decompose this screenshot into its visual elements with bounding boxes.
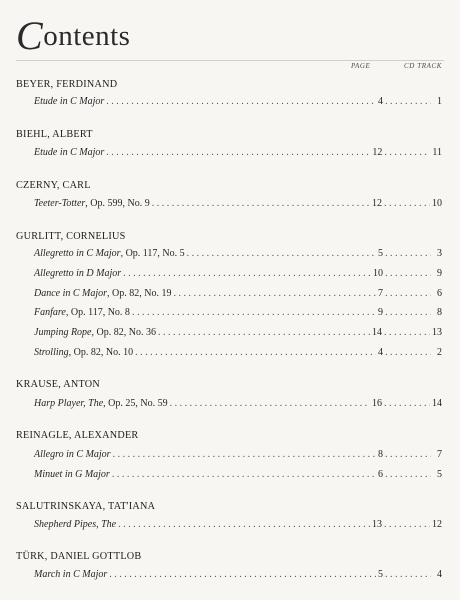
dot-leader bbox=[385, 569, 431, 580]
entry-title: Etude in C Major bbox=[34, 96, 105, 107]
composer-heading: TÜRK, DANIEL GOTTLOB bbox=[16, 551, 142, 562]
dot-leader bbox=[187, 248, 376, 259]
dot-leader bbox=[385, 248, 431, 259]
composer-heading: SALUTRINSKAYA, TAT'IANA bbox=[16, 501, 156, 512]
entry-page: 16 bbox=[372, 398, 382, 409]
entry-title: Allegretto in C Major, Op. 117, No. 5 bbox=[34, 248, 185, 259]
entry-page: 9 bbox=[378, 307, 383, 318]
dot-leader bbox=[385, 347, 431, 358]
toc-entry[interactable] bbox=[34, 449, 442, 462]
dot-leader bbox=[135, 347, 376, 358]
toc-entry[interactable] bbox=[34, 147, 442, 160]
entry-cd-track: 13 bbox=[432, 327, 442, 338]
entry-page: 10 bbox=[373, 268, 383, 279]
entry-title: Teeter-Totter, Op. 599, No. 9 bbox=[34, 198, 150, 209]
dot-leader bbox=[152, 198, 370, 209]
entry-page: 5 bbox=[378, 248, 383, 259]
dot-leader bbox=[132, 307, 376, 318]
dot-leader bbox=[385, 268, 431, 279]
entry-title: Etude in C Major bbox=[34, 147, 105, 158]
entry-cd-track: 10 bbox=[432, 198, 442, 209]
dot-leader bbox=[385, 449, 431, 460]
dot-leader bbox=[170, 398, 370, 409]
toc-entry[interactable] bbox=[34, 307, 442, 320]
entry-cd-track: 1 bbox=[437, 96, 442, 107]
entry-page: 5 bbox=[378, 569, 383, 580]
dot-leader bbox=[384, 327, 430, 338]
entry-page: 12 bbox=[372, 198, 382, 209]
dot-leader bbox=[385, 307, 431, 318]
composer-heading: CZERNY, CARL bbox=[16, 180, 91, 191]
cd-track-column-header: CD TRACK bbox=[404, 62, 443, 70]
title-initial: C bbox=[16, 13, 44, 58]
toc-entry[interactable] bbox=[34, 469, 442, 482]
dot-leader bbox=[123, 268, 371, 279]
composer-heading: GURLITT, CORNELIUS bbox=[16, 231, 126, 242]
entry-title: Minuet in G Major bbox=[34, 469, 110, 480]
entry-title: Allegretto in D Major bbox=[34, 268, 122, 279]
page-column-header: PAGE bbox=[351, 62, 371, 70]
entry-cd-track: 12 bbox=[432, 519, 442, 530]
entry-page: 14 bbox=[372, 327, 382, 338]
toc-entry[interactable] bbox=[34, 96, 442, 109]
dot-leader bbox=[106, 96, 376, 107]
dot-leader bbox=[174, 288, 377, 299]
entry-cd-track: 9 bbox=[437, 268, 442, 279]
dot-leader bbox=[112, 469, 376, 480]
dot-leader bbox=[109, 569, 376, 580]
dot-leader bbox=[118, 519, 370, 530]
dot-leader bbox=[385, 469, 431, 480]
entry-cd-track: 8 bbox=[437, 307, 442, 318]
composer-heading: KRAUSE, ANTON bbox=[16, 379, 101, 390]
entry-page: 13 bbox=[372, 519, 382, 530]
title-rest: ontents bbox=[43, 20, 131, 52]
dot-leader bbox=[385, 288, 431, 299]
page-title bbox=[16, 12, 131, 58]
dot-leader bbox=[384, 147, 430, 158]
dot-leader bbox=[384, 519, 430, 530]
toc-entry[interactable] bbox=[34, 347, 442, 360]
toc-entry[interactable] bbox=[34, 268, 442, 281]
entry-cd-track: 3 bbox=[437, 248, 442, 259]
dot-leader bbox=[384, 198, 430, 209]
entry-title: Strolling, Op. 82, No. 10 bbox=[34, 347, 134, 358]
entry-title: Shepherd Pipes, The bbox=[34, 519, 117, 530]
entry-cd-track: 4 bbox=[437, 569, 442, 580]
dot-leader bbox=[158, 327, 370, 338]
entry-cd-track: 7 bbox=[437, 449, 442, 460]
entry-title: Jumping Rope, Op. 82, No. 36 bbox=[34, 327, 156, 338]
composer-heading: BEYER, FERDINAND bbox=[16, 79, 118, 90]
dot-leader bbox=[384, 398, 430, 409]
entry-page: 4 bbox=[378, 96, 383, 107]
entry-title: March in C Major bbox=[34, 569, 108, 580]
entry-cd-track: 5 bbox=[437, 469, 442, 480]
entry-cd-track: 2 bbox=[437, 347, 442, 358]
composer-heading: REINAGLE, ALEXANDER bbox=[16, 430, 139, 441]
entry-page: 4 bbox=[378, 347, 383, 358]
toc-entry[interactable] bbox=[34, 519, 442, 532]
title-divider bbox=[16, 60, 444, 61]
entry-cd-track: 6 bbox=[437, 288, 442, 299]
entry-title: Harp Player, The, Op. 25, No. 59 bbox=[34, 398, 168, 409]
composer-heading: BIEHL, ALBERT bbox=[16, 129, 93, 140]
toc-entry[interactable] bbox=[34, 398, 442, 411]
entry-title: Fanfare, Op. 117, No. 8 bbox=[34, 307, 130, 318]
toc-entry[interactable] bbox=[34, 288, 442, 301]
entry-title: Dance in C Major, Op. 82, No. 19 bbox=[34, 288, 172, 299]
entry-page: 7 bbox=[378, 288, 383, 299]
entry-title: Allegro in C Major bbox=[34, 449, 111, 460]
toc-entry[interactable] bbox=[34, 569, 442, 582]
toc-entry[interactable] bbox=[34, 327, 442, 340]
dot-leader bbox=[385, 96, 431, 107]
dot-leader bbox=[113, 449, 376, 460]
entry-page: 8 bbox=[378, 449, 383, 460]
entry-cd-track: 14 bbox=[432, 398, 442, 409]
entry-page: 6 bbox=[378, 469, 383, 480]
toc-entry[interactable] bbox=[34, 198, 442, 211]
dot-leader bbox=[106, 147, 370, 158]
toc-entry[interactable] bbox=[34, 248, 442, 261]
entry-page: 12 bbox=[372, 147, 383, 158]
entry-cd-track: 11 bbox=[432, 147, 442, 158]
